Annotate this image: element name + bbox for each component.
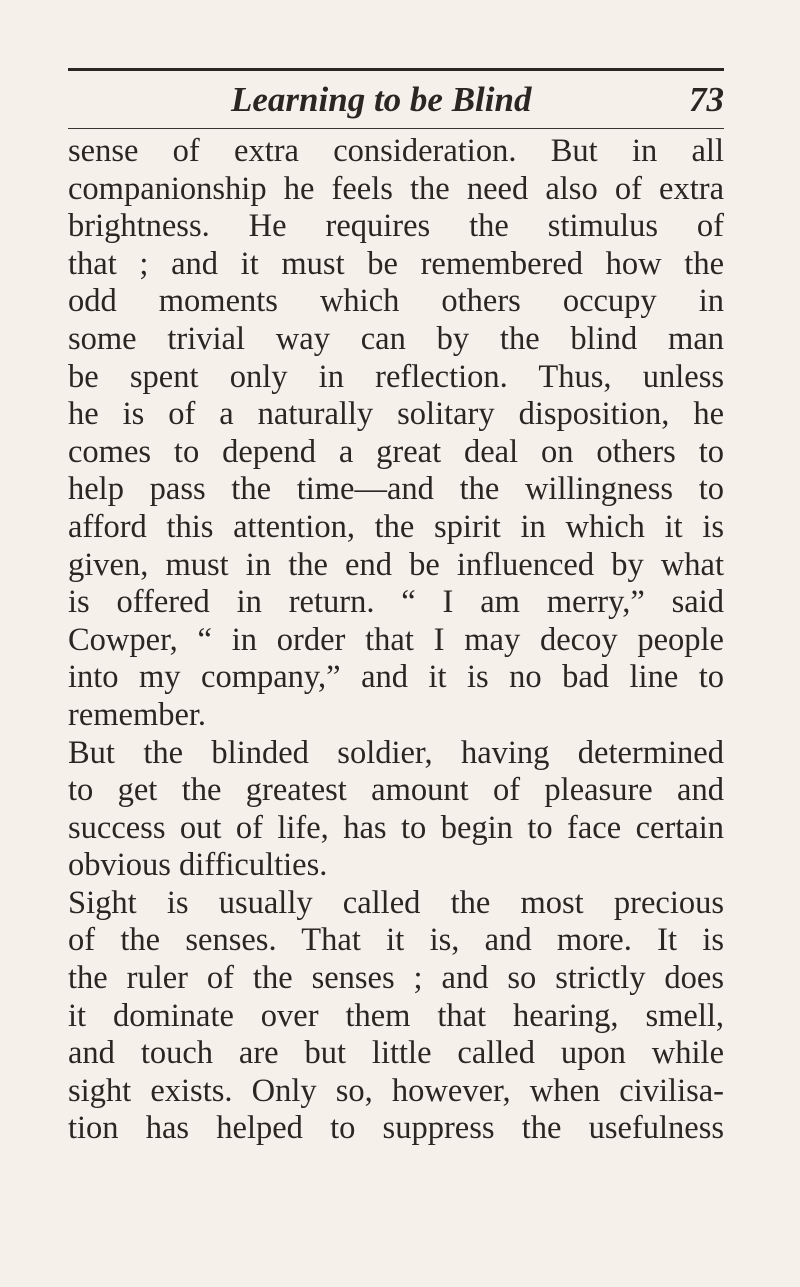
text-line: is offered in return. “ I am merry,” said [68,584,724,621]
text-line: obvious difficulties. [68,847,328,884]
text-line: sight exists. Only so, however, when civilisa- [68,1072,724,1109]
text-line: Cowper, “ in order that I may decoy people [68,621,724,658]
text-line: into my company,” and it is no bad line to [68,659,724,696]
text-line: given, must in the end be influenced by what [68,546,724,583]
text-line: of the senses. That it is, and more. It is [68,922,724,959]
page-number: 73 [689,80,724,119]
text-line: remember. [68,696,207,733]
running-head [68,76,724,124]
text-line: sense of extra consideration. But in all [68,133,724,169]
text-line: Sight is usually called the most precious [68,884,724,921]
text-line: help pass the time—and the willingness to [68,471,724,508]
text-line: the ruler of the senses ; and so strictly does [68,960,724,997]
text-line: odd moments which others occupy in [68,283,724,320]
text-line: it dominate over them that hearing, smell, [68,997,724,1034]
text-line: that ; and it must be remembered how the [68,245,724,282]
header-rule [68,68,724,71]
body-text [68,133,724,1148]
text-line: and touch are but little called upon while [68,1035,724,1072]
running-title: Learning to be Blind [231,80,532,119]
text-line: comes to depend a great deal on others to [68,433,724,470]
text-line: afford this attention, the spirit in which it is [68,508,724,545]
text-line: to get the greatest amount of pleasure and [68,772,724,809]
text-line: tion has helped to suppress the usefulness [68,1110,724,1147]
text-line: he is of a naturally solitary disposition, he [68,396,724,433]
text-line: But the blinded soldier, having determined [68,734,724,771]
text-line: be spent only in reflection. Thus, unless [68,358,724,395]
text-line: brightness. He requires the stimulus of [68,208,724,245]
text-line: success out of life, has to begin to face certain [68,809,724,846]
text-line: companionship he feels the need also of extra [68,170,724,207]
header-underline [68,128,724,129]
text-line: some trivial way can by the blind man [68,320,724,357]
